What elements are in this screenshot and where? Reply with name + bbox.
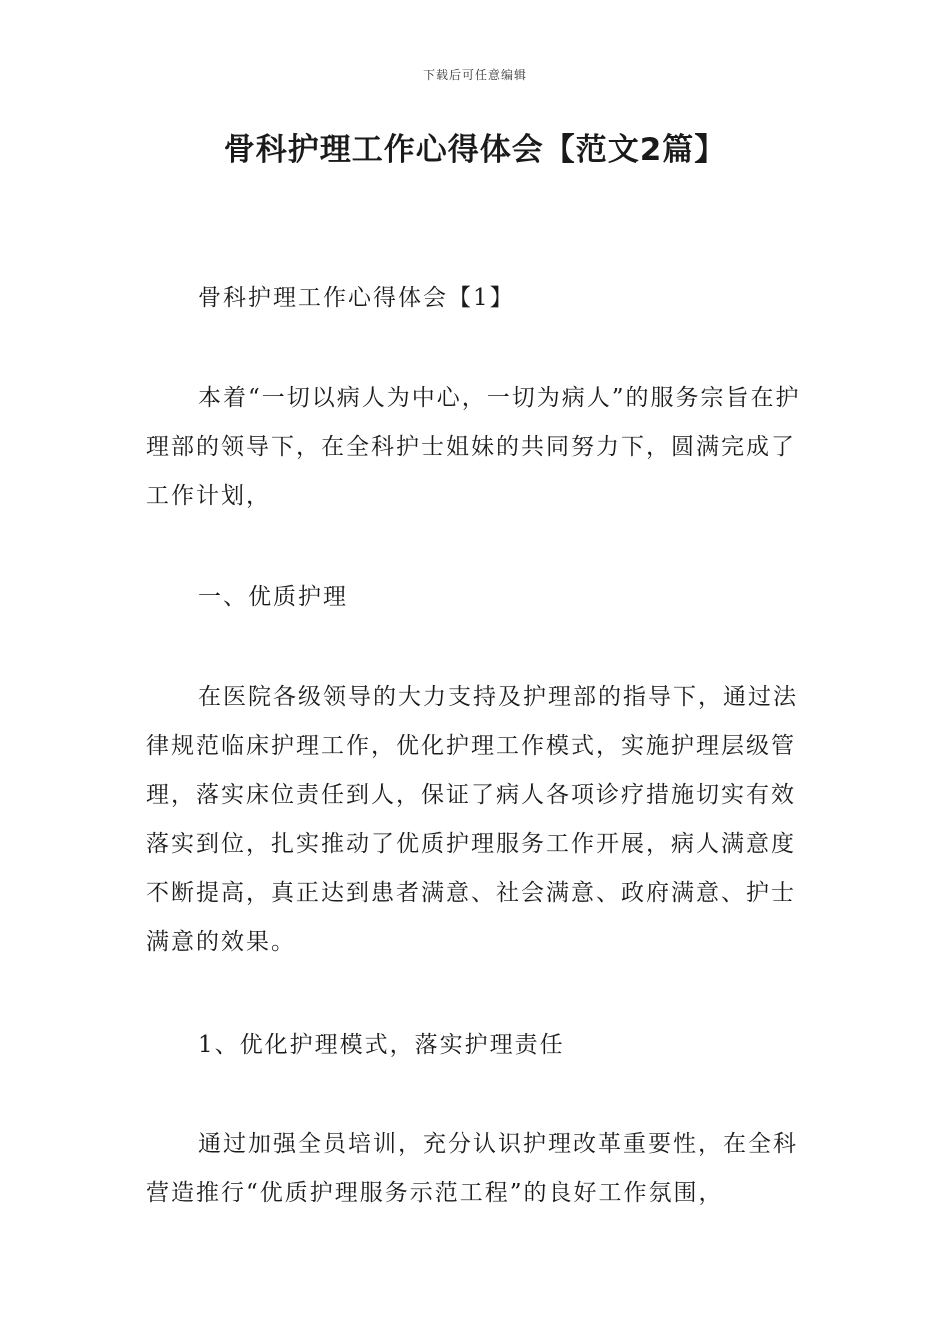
heading-optimize-model: 1、优化护理模式，落实护理责任	[198, 1032, 565, 1058]
optimize-model-paragraph: 通过加强全员培训，充分认识护理改革重要性，在全科营造推行“优质护理服务示范工程”的良好工作氛围，	[146, 1131, 798, 1206]
intro-block	[146, 374, 806, 521]
header-note: 下载后可任意编辑	[422, 68, 527, 82]
heading1-block	[146, 573, 806, 622]
para1-block	[146, 673, 806, 967]
heading-quality-care: 一、优质护理	[198, 584, 348, 610]
document-title: 骨科护理工作心得体会【范文2篇】	[223, 132, 727, 168]
section-subtitle: 骨科护理工作心得体会【1】	[198, 285, 515, 311]
para2-block	[146, 1120, 806, 1218]
section-subtitle-block	[146, 274, 806, 323]
quality-care-paragraph: 在医院各级领导的大力支持及护理部的指导下，通过法律规范临床护理工作，优化护理工作模式，实施护理层级管理，落实床位责任到人，保证了病人各项诊疗措施切实有效落实到位，扎实推动了优质护理服务工作开展，病人满意度不断提高，真正达到患者满意、社会满意、政府满意、护士满意的效果。	[146, 684, 798, 955]
intro-paragraph: 本着“一切以病人为中心，一切为病人”的服务宗旨在护理部的领导下，在全科护士姐妹的共同努力下，圆满完成了工作计划，	[146, 385, 801, 509]
heading2-block	[146, 1021, 806, 1070]
